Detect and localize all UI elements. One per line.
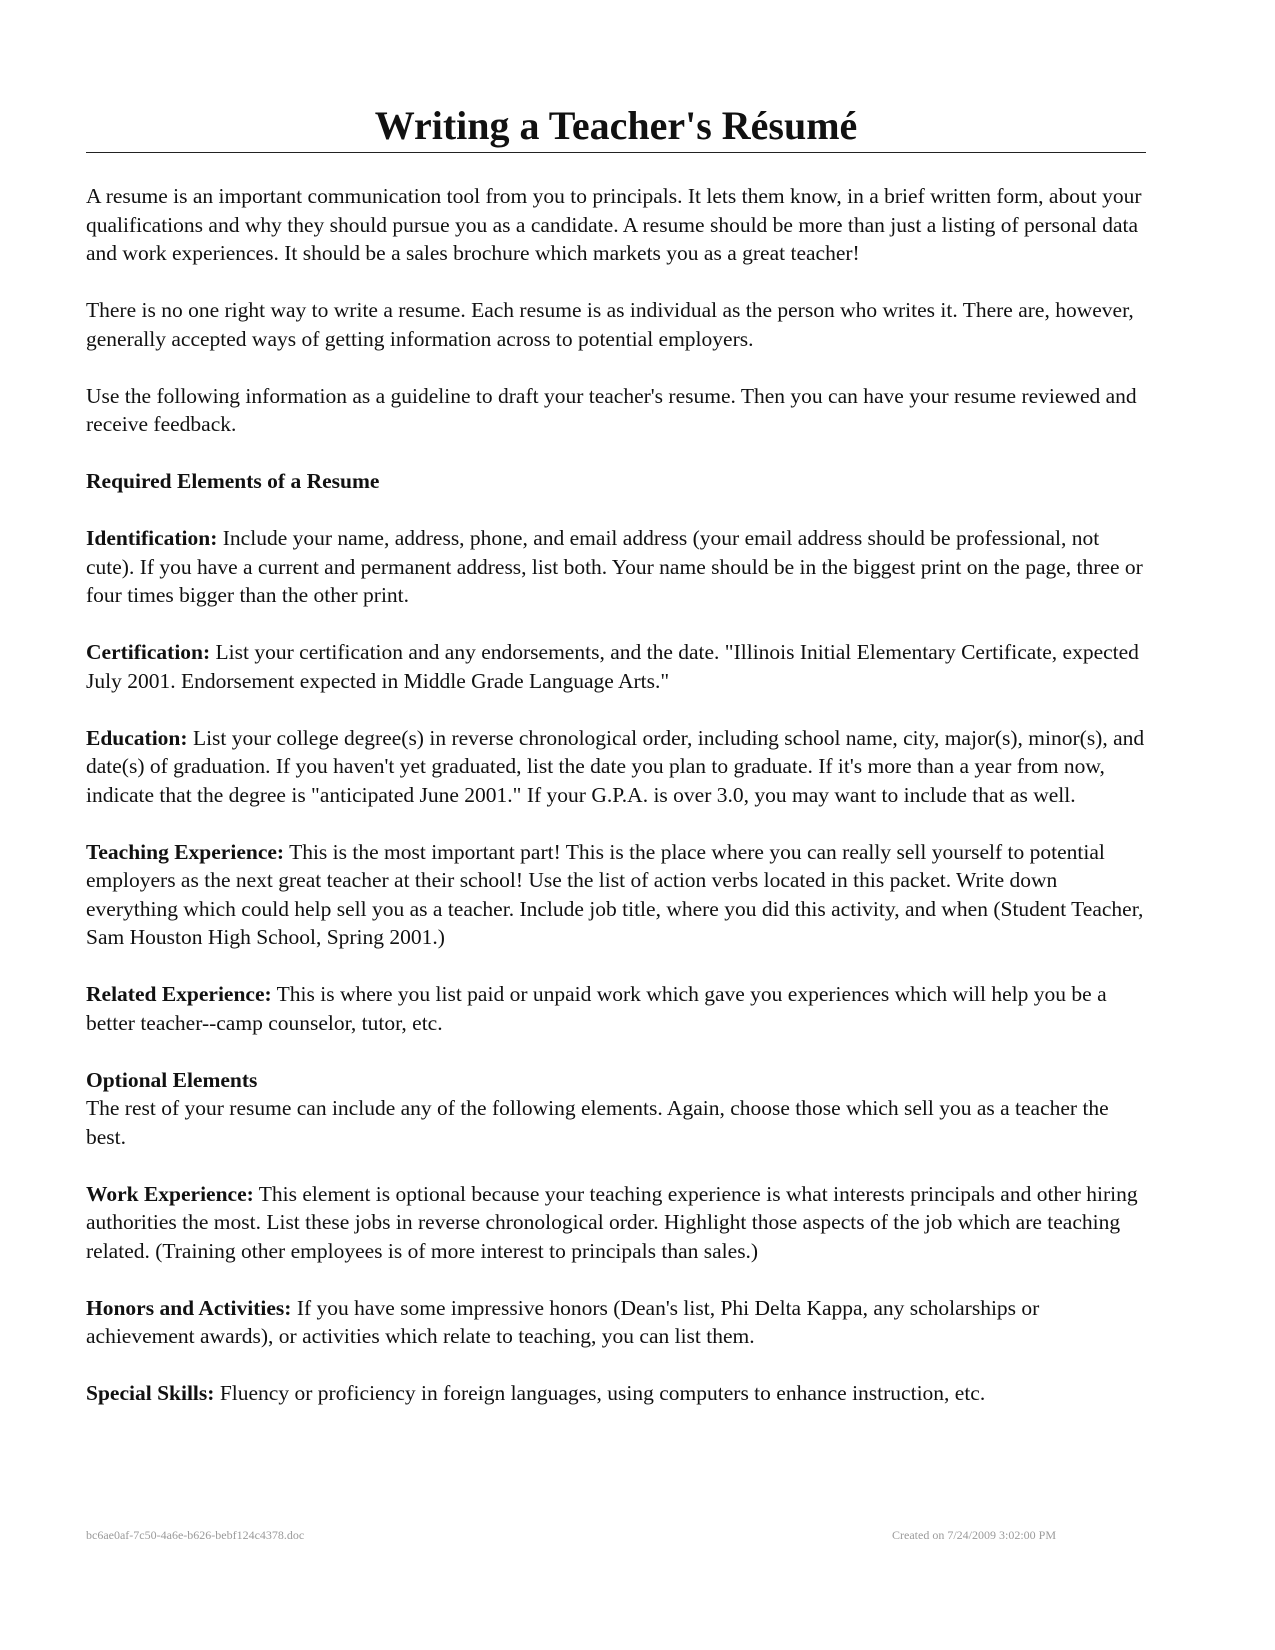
page-title: Writing a Teacher's Résumé [374, 103, 858, 148]
identification-paragraph [86, 524, 1146, 610]
related-experience-label: Related Experience: [86, 982, 272, 1006]
optional-intro-paragraph: The rest of your resume can include any of the following elements. Again, choose those which sell you as a teacher the best. [86, 1096, 1109, 1149]
work-experience-label: Work Experience: [86, 1181, 254, 1206]
certification-paragraph [86, 638, 1146, 695]
related-experience-text: This is where you list paid or unpaid work which gave you experiences which will help you be a better teacher--camp counselor, tutor, etc. [86, 982, 1107, 1035]
work-experience-paragraph [86, 1180, 1146, 1266]
education-text: List your college degree(s) in reverse chronological order, including school name, city, major(s), minor(s), and date(s) of graduation. If you haven't yet graduated, list the date you plan to graduate. If it's more than a year from now, indicate that the degree is "anticipated June 2001." If your G.P.A. is over 3.0, you may want to include that as well. [86, 725, 1145, 807]
required-elements-heading: Required Elements of a Resume [86, 469, 380, 493]
related-experience-paragraph [86, 980, 1146, 1037]
teaching-experience-paragraph [86, 838, 1146, 952]
teaching-experience-label: Teaching Experience: [86, 839, 285, 864]
special-skills-paragraph [86, 1379, 1146, 1408]
honors-activities-text: If you have some impressive honors (Dean's list, Phi Delta Kappa, any scholarships or achievement awards), or activities which relate to teaching, you can list them. [86, 1295, 1040, 1348]
intro-paragraph-1: A resume is an important communication tool from you to principals. It lets them know, in a brief written form, about your qualifications and why they should pursue you as a candidate. A resume should be more than just a listing of personal data and work experiences. It should be a sales brochure which markets you as a great teacher! [86, 184, 1142, 265]
special-skills-label: Special Skills: [86, 1381, 215, 1405]
certification-text: List your certification and any endorsements, and the date. "Illinois Initial Elementary Certificate, expected July 2001. Endorsement expected in Middle Grade Language Arts." [86, 640, 1139, 693]
honors-activities-paragraph [86, 1294, 1146, 1351]
certification-label: Certification: [86, 640, 211, 664]
intro-paragraph-2: There is no one right way to write a resume. Each resume is as individual as the person who writes it. There are, however, generally accepted ways of getting information across to potential employers. [86, 298, 1134, 351]
optional-elements-heading: Optional Elements [86, 1067, 258, 1092]
title-divider [86, 152, 1146, 153]
intro-paragraph-3: Use the following information as a guideline to draft your teacher's resume. Then you can have your resume reviewed and receive feedback. [86, 383, 1137, 436]
teaching-experience-text: This is the most important part! This is the place where you can really sell yourself to potential employers as the next great teacher at their school! Use the list of action verbs located in this packet. Write down everything which could help sell you as a teacher. Include job title, where you did this activity, and when (Student Teacher, Sam Houston High School, Spring 2001.) [86, 839, 1144, 949]
footer-filename: bc6ae0af-7c50-4a6e-b626-bebf124c4378.doc [86, 1528, 305, 1542]
education-label: Education: [86, 725, 188, 750]
document-body [86, 182, 1146, 1436]
honors-activities-label: Honors and Activities: [86, 1295, 292, 1320]
special-skills-text: Fluency or proficiency in foreign languages, using computers to enhance instruction, etc. [214, 1381, 986, 1405]
education-paragraph [86, 724, 1146, 810]
identification-label: Identification: [86, 526, 218, 550]
work-experience-text: This element is optional because your teaching experience is what interests principals and other hiring authorities the most. List these jobs in reverse chronological order. Highlight those aspects of the job which are teaching related. (Training other employees is of more interest to principals than sales.) [86, 1181, 1138, 1263]
footer-created-date: Created on 7/24/2009 3:02:00 PM [892, 1528, 1056, 1542]
identification-text: Include your name, address, phone, and email address (your email address should be professional, not cute). If you have a current and permanent address, list both. Your name should be in the biggest print on the page, three or four times bigger than the other print. [86, 526, 1143, 607]
